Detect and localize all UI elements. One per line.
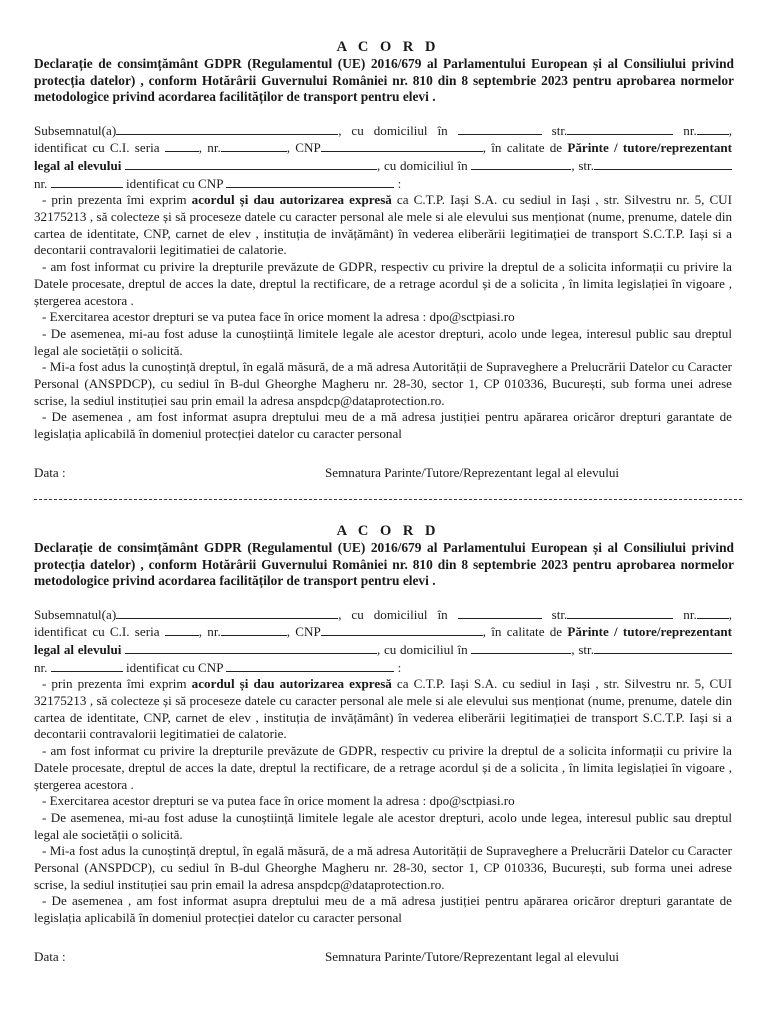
signature-label: Semnatura Parinte/Tutore/Reprezentant legal al elevului	[325, 948, 620, 964]
label-ci-seria: identificat cu C.I. seria	[34, 140, 160, 156]
label-nr: nr.	[683, 606, 697, 622]
paragraph-justice: - De asemenea , am fost informat asupra dreptului meu de a mă adresa justiției pentru apărarea oricăror drepturi garantate de legislația aplicabilă în domeniul protecției datelor cu caracter personal	[34, 409, 732, 442]
student-street-number-blank[interactable]	[51, 175, 123, 188]
locality-blank[interactable]	[458, 606, 542, 619]
label-comma-2: ,	[571, 641, 575, 657]
paragraph-anspdcp: - Mi-a fost adus la cunoștință dreptul, în egală măsură, de a mă adresa Autorității de Supraveghere a Prelucrării Datelor cu Caracter Personal (ANSPDCP), cu sediul în B-dul Gheorghe Magheru nr. 28-30, sector 1, CP 010336, București, sub forma unei adrese scrise, la sediul instituției sau prin email la adresa anspdcp@dataprotection.ro.	[34, 843, 732, 892]
student-street-number-blank[interactable]	[51, 659, 123, 672]
label-nr-3: nr.	[34, 175, 48, 191]
label-colon: :	[397, 175, 402, 191]
label-str-2: str.	[578, 157, 594, 173]
form-body	[34, 122, 732, 443]
ci-series-blank[interactable]	[165, 139, 199, 152]
name-blank[interactable]	[116, 606, 338, 619]
label-domiciliul: , cu domiciliul în	[338, 122, 448, 138]
paragraph-justice: - De asemenea , am fost informat asupra dreptului meu de a mă adresa justiției pentru apărarea oricăror drepturi garantate de legislația aplicabilă în domeniul protecției datelor cu caracter personal	[34, 893, 732, 926]
label-domiciliul: , cu domiciliul în	[338, 606, 448, 622]
paragraph-exercise: - Exercitarea acestor drepturi se va putea face în orice moment la adresa : dpo@sctpiasi.ro	[42, 309, 515, 325]
paragraph-exercise: - Exercitarea acestor drepturi se va putea face în orice moment la adresa : dpo@sctpiasi.ro	[42, 793, 515, 809]
label-nr: nr.	[683, 122, 697, 138]
label-calitate: , în calitate de	[482, 624, 563, 640]
form-title: A C O R D	[336, 523, 440, 539]
label-cnp: , CNP	[286, 140, 321, 156]
label-domiciliul-2: , cu domiciliul în	[377, 157, 468, 173]
form-title: A C O R D	[336, 39, 440, 55]
cut-line-divider	[34, 499, 742, 500]
student-cnp-blank[interactable]	[226, 659, 394, 672]
consent-text-bold: acordul și dau autorizarea expresă	[191, 192, 392, 208]
consent-text-a: - prin prezenta îmi exprim	[42, 192, 187, 208]
consent-form-copy-1	[0, 38, 768, 483]
cnp-blank[interactable]	[321, 623, 483, 636]
label-parinte-tutore: Părinte / tutore/reprezentant legal al elevului	[34, 624, 733, 657]
date-label: Data :	[34, 464, 66, 480]
label-parinte-tutore: Părinte / tutore/reprezentant legal al elevului	[34, 140, 733, 173]
label-comma: ,	[728, 122, 733, 138]
paragraph-rights: - am fost informat cu privire la drepturile prevăzute de GDPR, respectiv cu privire la dreptul de a solicita informații cu privire la Datele procesate, dreptul de acces la date, dreptul la rectificare, de a retrage acordul și de a solicita , în limita legislației în vigoare , ștergerea acestora .	[34, 259, 732, 308]
paragraph-limits: - De asemenea, mi-au fost aduse la cunoștiință limitele legale ale acestor drepturi, acolo unde legea, interesul public sau dreptul legal ale societății o solicită.	[34, 325, 732, 358]
ci-number-blank[interactable]	[221, 139, 287, 152]
paragraph-limits: - De asemenea, mi-au fost aduse la cunoștiință limitele legale ale acestor drepturi, acolo unde legea, interesul public sau dreptul legal ale societății o solicită.	[34, 809, 732, 842]
ci-series-blank[interactable]	[165, 623, 199, 636]
label-domiciliul-2: , cu domiciliul în	[377, 641, 468, 657]
street-blank[interactable]	[567, 606, 673, 619]
label-ci-seria: identificat cu C.I. seria	[34, 624, 160, 640]
student-locality-blank[interactable]	[471, 641, 571, 654]
label-str: str.	[551, 606, 568, 622]
street-number-blank[interactable]	[697, 122, 729, 135]
label-ci-nr: , nr.	[198, 624, 221, 640]
label-ci-nr: , nr.	[198, 140, 221, 156]
student-street-blank[interactable]	[594, 641, 732, 654]
label-comma-2: ,	[571, 157, 575, 173]
label-calitate: , în calitate de	[482, 140, 563, 156]
label-subsemnatul: Subsemnatul(a)	[34, 606, 117, 622]
name-blank[interactable]	[116, 122, 338, 135]
paragraph-anspdcp: - Mi-a fost adus la cunoștință dreptul, în egală măsură, de a mă adresa Autorității de Supraveghere a Prelucrării Datelor cu Caracter Personal (ANSPDCP), cu sediul în B-dul Gheorghe Magheru nr. 28-30, sector 1, CP 010336, București, sub forma unei adrese scrise, la sediul instituției sau prin email la adresa anspdcp@dataprotection.ro.	[34, 359, 732, 408]
student-locality-blank[interactable]	[471, 157, 571, 170]
identity-fields	[34, 606, 732, 677]
student-street-blank[interactable]	[594, 157, 732, 170]
paragraph-consent	[34, 676, 732, 743]
form-subtitle: Declarație de consimțământ GDPR (Regulamentul (UE) 2016/679 al Parlamentului European și al Consiliului privind protecția datelor) , conform Hotărârii Guvernului României nr. 810 din 8 septembrie 2023 pentru aprobarea normelor metodologice privind acordarea facilităților de transport pentru elevi .	[34, 540, 734, 588]
consent-text-a: - prin prezenta îmi exprim	[42, 676, 187, 692]
label-student-cnp: identificat cu CNP	[126, 175, 224, 191]
label-comma: ,	[728, 606, 733, 622]
form-body	[34, 606, 732, 927]
ci-number-blank[interactable]	[221, 623, 287, 636]
consent-text-c: ca C.T.P. Iași S.A. cu sediul in Iași , str. Silvestru nr. 5, CUI 32175213 , să colecteze și să proceseze datele cu caracter personal ale mele si ale elevului sus menționat (nume, prenume, datele din cartea de identitate, CNP, carnet de elev , instituția de invățământ) în vederea eliberării legitimației de transport S.C.T.P. Iași si a decontarii contravalorii legitimatiei de calatorie.	[34, 192, 732, 258]
label-nr-3: nr.	[34, 659, 48, 675]
label-str-2: str.	[578, 641, 594, 657]
consent-form-copy-2	[0, 522, 768, 967]
signature-label: Semnatura Parinte/Tutore/Reprezentant legal al elevului	[325, 464, 620, 480]
identity-fields	[34, 122, 732, 193]
label-cnp: , CNP	[286, 624, 321, 640]
street-number-blank[interactable]	[697, 606, 729, 619]
form-subtitle: Declarație de consimțământ GDPR (Regulamentul (UE) 2016/679 al Parlamentului European și al Consiliului privind protecția datelor) , conform Hotărârii Guvernului României nr. 810 din 8 septembrie 2023 pentru aprobarea normelor metodologice privind acordarea facilităților de transport pentru elevi .	[34, 56, 734, 104]
signature-row	[34, 465, 732, 483]
student-cnp-blank[interactable]	[226, 175, 394, 188]
cnp-blank[interactable]	[321, 139, 483, 152]
locality-blank[interactable]	[458, 122, 542, 135]
paragraph-rights: - am fost informat cu privire la drepturile prevăzute de GDPR, respectiv cu privire la dreptul de a solicita informații cu privire la Datele procesate, dreptul de acces la date, dreptul la rectificare, de a retrage acordul și de a solicita , în limita legislației în vigoare , ștergerea acestora .	[34, 743, 732, 792]
street-blank[interactable]	[567, 122, 673, 135]
consent-text-c: ca C.T.P. Iași S.A. cu sediul in Iași , str. Silvestru nr. 5, CUI 32175213 , să colecteze și să proceseze datele cu caracter personal ale mele si ale elevului sus menționat (nume, prenume, datele din cartea de identitate, CNP, carnet de elev , instituția de invățământ) în vederea eliberării legitimației de transport S.C.T.P. Iași si a decontarii contravalorii legitimatiei de calatorie.	[34, 676, 732, 742]
consent-text-bold: acordul și dau autorizarea expresă	[191, 676, 392, 692]
signature-row	[34, 949, 732, 967]
label-student-cnp: identificat cu CNP	[126, 659, 224, 675]
label-str: str.	[551, 122, 568, 138]
student-name-blank[interactable]	[125, 641, 377, 654]
student-name-blank[interactable]	[125, 157, 377, 170]
date-label: Data :	[34, 948, 66, 964]
label-subsemnatul: Subsemnatul(a)	[34, 122, 117, 138]
paragraph-consent	[34, 192, 732, 259]
label-colon: :	[397, 659, 402, 675]
